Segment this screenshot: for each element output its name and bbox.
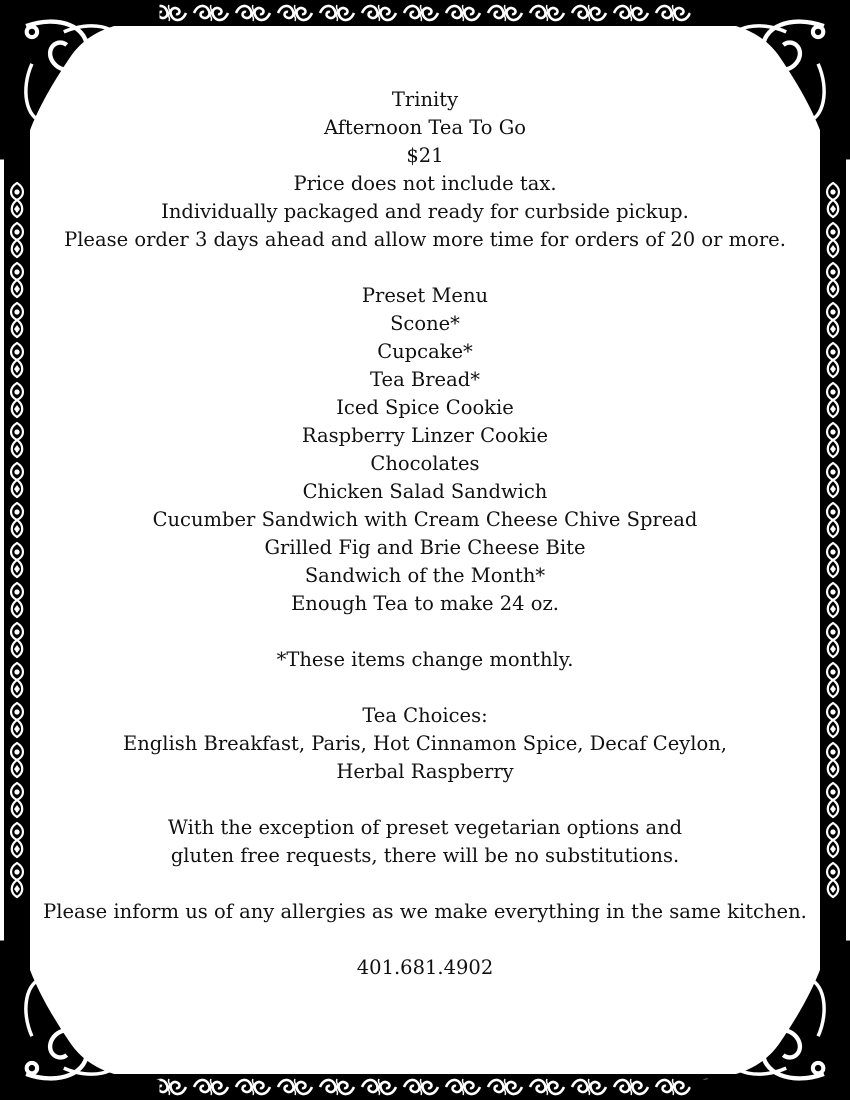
monthly-change-footnote: *These items change monthly. <box>276 648 574 671</box>
menu-item: Enough Tea to make 24 oz. <box>291 592 559 615</box>
spacer <box>0 786 850 814</box>
spacer <box>0 870 850 898</box>
tea-choices-line: Herbal Raspberry <box>336 760 514 783</box>
menu-document <box>0 86 850 982</box>
menu-item: Cucumber Sandwich with Cream Cheese Chive Spread <box>152 508 698 531</box>
tax-note: Price does not include tax. <box>293 172 557 195</box>
menu-item: Chicken Salad Sandwich <box>302 480 548 503</box>
spacer <box>0 674 850 702</box>
business-name: Trinity <box>391 88 459 111</box>
tea-choices-section <box>0 702 850 786</box>
menu-item: Sandwich of the Month* <box>304 564 546 587</box>
tea-choices-heading: Tea Choices: <box>362 704 488 727</box>
phone-number: 401.681.4902 <box>356 956 494 979</box>
header-section <box>0 86 850 254</box>
menu-item: Grilled Fig and Brie Cheese Bite <box>264 536 586 559</box>
spacer <box>0 254 850 282</box>
menu-item: Raspberry Linzer Cookie <box>301 424 549 447</box>
service-title: Afternoon Tea To Go <box>323 116 527 139</box>
preset-menu-heading: Preset Menu <box>361 284 489 307</box>
spacer <box>0 926 850 954</box>
menu-item: Chocolates <box>370 452 480 475</box>
allergy-notice: Please inform us of any allergies as we make everything in the same kitchen. <box>43 900 807 923</box>
substitution-policy-line: With the exception of preset vegetarian options and <box>167 816 683 839</box>
menu-item: Cupcake* <box>377 340 473 363</box>
price: $21 <box>406 144 444 167</box>
packaging-note: Individually packaged and ready for curbside pickup. <box>161 200 689 223</box>
substitution-policy <box>0 814 850 870</box>
menu-item: Iced Spice Cookie <box>336 396 514 419</box>
spacer <box>0 618 850 646</box>
menu-item: Scone* <box>390 312 460 335</box>
ordering-note: Please order 3 days ahead and allow more time for orders of 20 or more. <box>64 228 786 251</box>
menu-item: Tea Bread* <box>370 368 480 391</box>
substitution-policy-line: gluten free requests, there will be no substitutions. <box>170 844 680 867</box>
preset-menu-section <box>0 282 850 618</box>
tea-choices-line: English Breakfast, Paris, Hot Cinnamon Spice, Decaf Ceylon, <box>122 732 727 755</box>
menu-item-list <box>0 310 850 618</box>
